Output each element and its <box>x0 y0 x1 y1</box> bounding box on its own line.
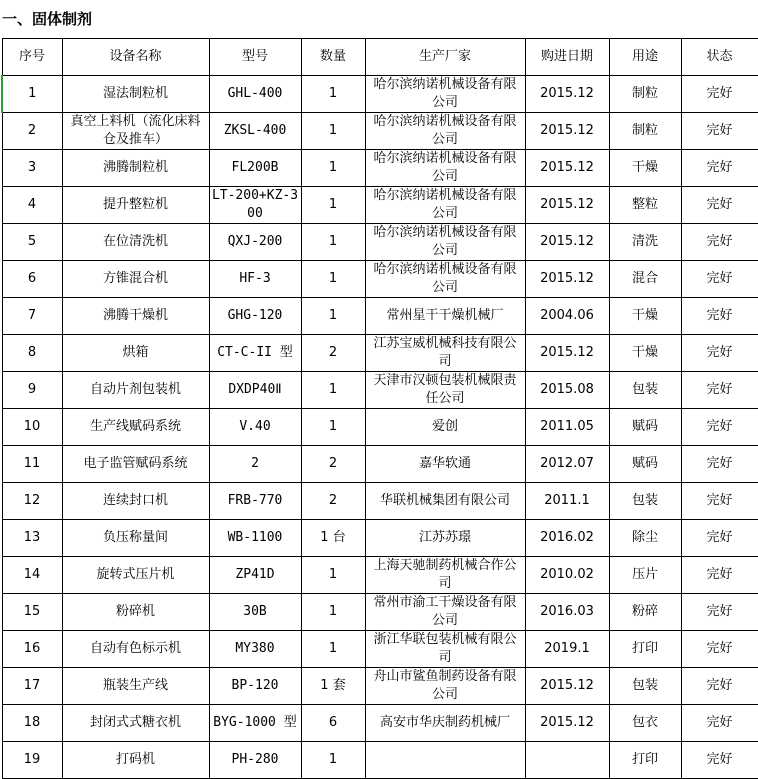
cell-quantity[interactable]: 1 <box>301 557 365 594</box>
cell-quantity[interactable]: 2 <box>301 483 365 520</box>
cell-quantity[interactable]: 1 <box>301 372 365 409</box>
cell-manufacturer[interactable]: 哈尔滨纳诺机械设备有限公司 <box>365 187 525 224</box>
table-row <box>2 409 758 446</box>
cell-status[interactable]: 完好 <box>681 668 758 705</box>
cell-equipment-name[interactable]: 真空上料机（流化床料仓及推车） <box>62 113 209 150</box>
cell-quantity[interactable]: 1 套 <box>301 668 365 705</box>
cell-usage[interactable]: 赋码 <box>609 409 681 446</box>
cell-status[interactable]: 完好 <box>681 224 758 261</box>
cell-equipment-name[interactable]: 湿法制粒机 <box>62 76 209 113</box>
cell-usage[interactable]: 打印 <box>609 631 681 668</box>
cell-model[interactable]: PH-280 <box>209 742 301 779</box>
cell-quantity[interactable]: 1 <box>301 594 365 631</box>
cell-status[interactable]: 完好 <box>681 705 758 742</box>
cell-index[interactable]: 18 <box>2 705 62 742</box>
cell-manufacturer[interactable]: 江苏宝威机械科技有限公司 <box>365 335 525 372</box>
cell-quantity[interactable]: 2 <box>301 335 365 372</box>
table-row <box>2 150 758 187</box>
table-row <box>2 668 758 705</box>
cell-equipment-name[interactable]: 提升整粒机 <box>62 187 209 224</box>
table-row <box>2 742 758 779</box>
cell-equipment-name[interactable]: 打码机 <box>62 742 209 779</box>
cell-index[interactable]: 17 <box>2 668 62 705</box>
cell-model[interactable]: GHG-120 <box>209 298 301 335</box>
cell-model[interactable]: WB-1100 <box>209 520 301 557</box>
cell-equipment-name[interactable]: 沸腾制粒机 <box>62 150 209 187</box>
cell-model[interactable]: FRB-770 <box>209 483 301 520</box>
cell-equipment-name[interactable]: 自动有色标示机 <box>62 631 209 668</box>
table-row <box>2 261 758 298</box>
cell-equipment-name[interactable]: 瓶装生产线 <box>62 668 209 705</box>
cell-model[interactable]: ZP41D <box>209 557 301 594</box>
table-row <box>2 224 758 261</box>
cell-manufacturer[interactable]: 江苏苏璟 <box>365 520 525 557</box>
cell-status[interactable]: 完好 <box>681 372 758 409</box>
cell-model[interactable]: V.40 <box>209 409 301 446</box>
table-row <box>2 187 758 224</box>
cell-purchase-date[interactable]: 2015.12 <box>525 113 609 150</box>
cell-quantity[interactable]: 1 <box>301 261 365 298</box>
cell-usage[interactable]: 整粒 <box>609 187 681 224</box>
cell-quantity[interactable]: 6 <box>301 705 365 742</box>
cell-usage[interactable]: 打印 <box>609 742 681 779</box>
equipment-table <box>1 38 758 779</box>
cell-equipment-name[interactable]: 烘箱 <box>62 335 209 372</box>
table-row <box>2 705 758 742</box>
cell-purchase-date[interactable]: 2016.03 <box>525 594 609 631</box>
header-equipment-name: 设备名称 <box>62 39 209 76</box>
cell-purchase-date[interactable]: 2015.12 <box>525 668 609 705</box>
cell-status[interactable]: 完好 <box>681 594 758 631</box>
cell-equipment-name[interactable]: 负压称量间 <box>62 520 209 557</box>
cell-index[interactable]: 3 <box>2 150 62 187</box>
cell-index[interactable]: 5 <box>2 224 62 261</box>
header-status: 状态 <box>681 39 758 76</box>
cell-equipment-name[interactable]: 电子监管赋码系统 <box>62 446 209 483</box>
cell-manufacturer[interactable]: 浙江华联包装机械有限公司 <box>365 631 525 668</box>
cell-purchase-date[interactable]: 2015.12 <box>525 76 609 113</box>
cell-purchase-date[interactable] <box>525 742 609 779</box>
cell-model[interactable]: FL200B <box>209 150 301 187</box>
cell-index[interactable]: 1 <box>2 76 62 113</box>
cell-purchase-date[interactable]: 2015.12 <box>525 224 609 261</box>
cell-manufacturer[interactable]: 爱创 <box>365 409 525 446</box>
table-row <box>2 76 758 113</box>
cell-usage[interactable]: 包衣 <box>609 705 681 742</box>
cell-model[interactable]: 30B <box>209 594 301 631</box>
cell-purchase-date[interactable]: 2015.12 <box>525 705 609 742</box>
header-model: 型号 <box>209 39 301 76</box>
cell-equipment-name[interactable]: 封闭式式糖衣机 <box>62 705 209 742</box>
cell-manufacturer[interactable]: 哈尔滨纳诺机械设备有限公司 <box>365 224 525 261</box>
cell-quantity[interactable]: 1 <box>301 224 365 261</box>
cell-model[interactable]: 2 <box>209 446 301 483</box>
cell-equipment-name[interactable]: 连续封口机 <box>62 483 209 520</box>
cell-index[interactable]: 2 <box>2 113 62 150</box>
cell-index[interactable]: 4 <box>2 187 62 224</box>
header-quantity: 数量 <box>301 39 365 76</box>
cell-quantity[interactable]: 1 <box>301 409 365 446</box>
cell-manufacturer[interactable]: 哈尔滨纳诺机械设备有限公司 <box>365 113 525 150</box>
cell-purchase-date[interactable]: 2019.1 <box>525 631 609 668</box>
cell-status[interactable]: 完好 <box>681 409 758 446</box>
cell-status[interactable]: 完好 <box>681 335 758 372</box>
cell-manufacturer[interactable]: 哈尔滨纳诺机械设备有限公司 <box>365 76 525 113</box>
cell-purchase-date[interactable]: 2015.12 <box>525 261 609 298</box>
cell-purchase-date[interactable]: 2015.12 <box>525 187 609 224</box>
cell-manufacturer[interactable]: 高安市华庆制药机械厂 <box>365 705 525 742</box>
header-manufacturer: 生产厂家 <box>365 39 525 76</box>
cell-usage[interactable]: 压片 <box>609 557 681 594</box>
cell-usage[interactable]: 混合 <box>609 261 681 298</box>
cell-usage[interactable]: 清洗 <box>609 224 681 261</box>
cell-model[interactable]: LT-200+KZ-300 <box>209 187 301 224</box>
cell-manufacturer[interactable]: 华联机械集团有限公司 <box>365 483 525 520</box>
cell-manufacturer[interactable]: 哈尔滨纳诺机械设备有限公司 <box>365 150 525 187</box>
cell-index[interactable]: 19 <box>2 742 62 779</box>
cell-equipment-name[interactable]: 粉碎机 <box>62 594 209 631</box>
cell-purchase-date[interactable]: 2015.08 <box>525 372 609 409</box>
cell-manufacturer[interactable]: 舟山市鲨鱼制药设备有限公司 <box>365 668 525 705</box>
cell-quantity[interactable]: 1 台 <box>301 520 365 557</box>
cell-usage[interactable]: 干燥 <box>609 150 681 187</box>
cell-index[interactable]: 11 <box>2 446 62 483</box>
cell-status[interactable]: 完好 <box>681 76 758 113</box>
cell-index[interactable]: 9 <box>2 372 62 409</box>
cell-index[interactable]: 10 <box>2 409 62 446</box>
table-row <box>2 298 758 335</box>
cell-manufacturer[interactable] <box>365 742 525 779</box>
cell-manufacturer[interactable]: 天津市汉顿包装机械限责任公司 <box>365 372 525 409</box>
cell-index[interactable]: 12 <box>2 483 62 520</box>
header-index: 序号 <box>2 39 62 76</box>
cell-model[interactable]: GHL-400 <box>209 76 301 113</box>
header-purchase-date: 购进日期 <box>525 39 609 76</box>
cell-status[interactable]: 完好 <box>681 631 758 668</box>
table-header-row <box>2 39 758 76</box>
cell-purchase-date[interactable]: 2010.02 <box>525 557 609 594</box>
cell-quantity[interactable]: 1 <box>301 631 365 668</box>
cell-model[interactable]: HF-3 <box>209 261 301 298</box>
cell-manufacturer[interactable]: 常州星干干燥机械厂 <box>365 298 525 335</box>
cell-usage[interactable]: 制粒 <box>609 76 681 113</box>
cell-purchase-date[interactable]: 2004.06 <box>525 298 609 335</box>
cell-model[interactable]: QXJ-200 <box>209 224 301 261</box>
cell-index[interactable]: 15 <box>2 594 62 631</box>
cell-index[interactable]: 13 <box>2 520 62 557</box>
cell-model[interactable]: MY380 <box>209 631 301 668</box>
cell-manufacturer[interactable]: 上海天驰制药机械合作公司 <box>365 557 525 594</box>
cell-model[interactable]: CT-C-II 型 <box>209 335 301 372</box>
cell-status[interactable]: 完好 <box>681 557 758 594</box>
cell-manufacturer[interactable]: 常州市渝工干燥设备有限公司 <box>365 594 525 631</box>
cell-usage[interactable]: 干燥 <box>609 335 681 372</box>
cell-usage[interactable]: 包装 <box>609 668 681 705</box>
cell-index[interactable]: 6 <box>2 261 62 298</box>
cell-status[interactable]: 完好 <box>681 446 758 483</box>
cell-model[interactable]: DXDP40Ⅱ <box>209 372 301 409</box>
cell-index[interactable]: 8 <box>2 335 62 372</box>
cell-status[interactable]: 完好 <box>681 742 758 779</box>
cell-usage[interactable]: 粉碎 <box>609 594 681 631</box>
cell-usage[interactable]: 包装 <box>609 372 681 409</box>
cell-status[interactable]: 完好 <box>681 261 758 298</box>
cell-purchase-date[interactable]: 2011.05 <box>525 409 609 446</box>
cell-equipment-name[interactable]: 沸腾干燥机 <box>62 298 209 335</box>
cell-quantity[interactable]: 1 <box>301 150 365 187</box>
table-row <box>2 594 758 631</box>
table-row <box>2 520 758 557</box>
cell-manufacturer[interactable]: 嘉华软通 <box>365 446 525 483</box>
cell-usage[interactable]: 包装 <box>609 483 681 520</box>
cell-purchase-date[interactable]: 2011.1 <box>525 483 609 520</box>
cell-status[interactable]: 完好 <box>681 150 758 187</box>
header-usage: 用途 <box>609 39 681 76</box>
cell-usage[interactable]: 制粒 <box>609 113 681 150</box>
cell-equipment-name[interactable]: 生产线赋码系统 <box>62 409 209 446</box>
cell-status[interactable]: 完好 <box>681 298 758 335</box>
cell-status[interactable]: 完好 <box>681 113 758 150</box>
cell-index[interactable]: 16 <box>2 631 62 668</box>
cell-usage[interactable]: 除尘 <box>609 520 681 557</box>
table-row <box>2 372 758 409</box>
cell-status[interactable]: 完好 <box>681 483 758 520</box>
cell-usage[interactable]: 干燥 <box>609 298 681 335</box>
table-row <box>2 557 758 594</box>
cell-model[interactable]: BYG-1000 型 <box>209 705 301 742</box>
cell-model[interactable]: ZKSL-400 <box>209 113 301 150</box>
cell-usage[interactable]: 赋码 <box>609 446 681 483</box>
cell-quantity[interactable]: 1 <box>301 298 365 335</box>
cell-equipment-name[interactable]: 在位清洗机 <box>62 224 209 261</box>
cell-manufacturer[interactable]: 哈尔滨纳诺机械设备有限公司 <box>365 261 525 298</box>
cell-quantity[interactable]: 1 <box>301 187 365 224</box>
cell-index[interactable]: 7 <box>2 298 62 335</box>
cell-purchase-date[interactable]: 2015.12 <box>525 150 609 187</box>
cell-quantity[interactable]: 1 <box>301 76 365 113</box>
cell-purchase-date[interactable]: 2015.12 <box>525 335 609 372</box>
table-row <box>2 113 758 150</box>
table-row <box>2 446 758 483</box>
cell-quantity[interactable]: 2 <box>301 446 365 483</box>
table-row <box>2 631 758 668</box>
cell-quantity[interactable]: 1 <box>301 742 365 779</box>
cell-equipment-name[interactable]: 方锥混合机 <box>62 261 209 298</box>
cell-equipment-name[interactable]: 自动片剂包装机 <box>62 372 209 409</box>
cell-index[interactable]: 14 <box>2 557 62 594</box>
cell-model[interactable]: BP-120 <box>209 668 301 705</box>
cell-equipment-name[interactable]: 旋转式压片机 <box>62 557 209 594</box>
cell-quantity[interactable]: 1 <box>301 113 365 150</box>
cell-purchase-date[interactable]: 2012.07 <box>525 446 609 483</box>
section-title: 一、固体制剂 <box>2 10 93 28</box>
cell-status[interactable]: 完好 <box>681 520 758 557</box>
table-body <box>2 76 758 779</box>
cell-status[interactable]: 完好 <box>681 187 758 224</box>
table-row <box>2 335 758 372</box>
table-row <box>2 483 758 520</box>
cell-purchase-date[interactable]: 2016.02 <box>525 520 609 557</box>
